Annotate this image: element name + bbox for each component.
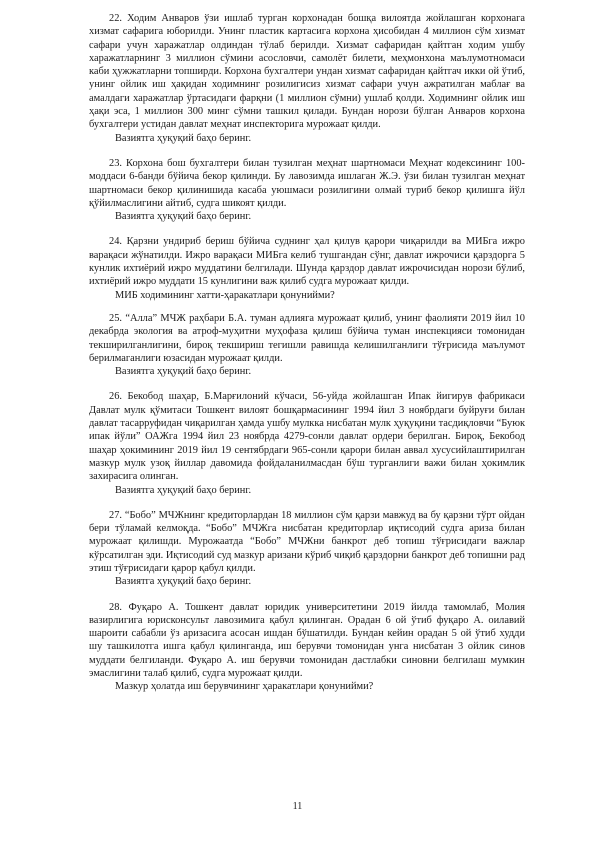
page-number: 11 bbox=[292, 801, 303, 812]
case-question: Вазиятга ҳуқуқий баҳо беринг. bbox=[115, 211, 252, 223]
case-text: 24. Қарзни ундириб бериш бўйича суднинг ҳал қилув қарори чиқарилди ва МИБга ижро варақаси жўнатилди. Ижро варақаси МИБга келиб тушгандан сўнг, давлат ижрочиси қарздорга 5 кунлик ихтиёрий ижро муддатини белгилади. Шунда қарздор давлат ижрочисидан норози бўлиб, ихтиёрий ижро муддати 15 кунлигини важ қилиб судга мурожаат қилди. bbox=[89, 236, 525, 288]
case-26 bbox=[89, 390, 525, 496]
case-text: 25. “Алла” МЧЖ раҳбари Б.А. туман адлияга мурожаат қилиб, унинг фаолияти 2019 йил 10 декабрда экология ва атроф-муҳитни муҳофаза қилиш бўйича туман инспекцияси томонидан текширилганлигини, бироқ текшириш тегишли равишда келишилганлиги тўғрисида маълумот берилмаганлиги юзасидан мурожаат қилди. bbox=[89, 312, 525, 364]
case-question: Вазиятга ҳуқуқий баҳо беринг. bbox=[115, 132, 252, 144]
case-28 bbox=[89, 601, 525, 694]
case-question: МИБ ходимининг хатти-ҳаракатлари қонунийми? bbox=[115, 289, 335, 301]
case-question: Вазиятга ҳуқуқий баҳо беринг. bbox=[115, 576, 252, 588]
case-text: 28. Фуқаро А. Тошкент давлат юридик университетини 2019 йилда тамомлаб, Молия вазирлигига юрисконсульт лавозимига қабул қилинган. Орадан 6 ой ўтиб фуқаро А. оилавий шароити сабабли ўз аризасига асосан ишдан бўшатилди. Бундан кейин орадан 5 ой ўтиб худди шу ташкилотга ишга қабул қилинганда, иш берувчи томонидан унга нисбатан 3 ойлик синов муддати белгиланди. Фуқаро А. иш берувчи томонидан дастлабки синовни белгилаш мумкин эмаслигини талаб қилиб, судга мурожаат қилди. bbox=[89, 601, 525, 680]
case-text: 26. Бекобод шаҳар, Б.Марғилоний кўчаси, 56-уйда жойлашган Ипак йигирув фабрикаси Давлат мулк қўмитаси Тошкент вилоят бошқармасининг 1994 йил 3 ноябрдаги буйруғи билан давлат тасарруфидан чиқарилган ҳамда ушбу мулкка нисбатан мулк ҳуқуқини тасдиқловчи “Буюк ипак йўли” ОАЖга 1994 йил 23 ноябрда 4279-сонли давлат ордери берилган. Бироқ, Бекобод шаҳар ҳокимининг 2019 йил 19 сентябрдаги 965-сонли қарори билан аввал хусусийлаштирилган мазкур мулк узоқ йиллар давомида фойдаланилмасдан бўш турганлиги важи билан ҳокимлик захирасига олинган. bbox=[89, 391, 525, 483]
case-text: 23. Корхона бош бухгалтери билан тузилган меҳнат шартномаси Меҳнат кодексининг 100-моддаси 6-банди бўйича бекор қилинди. Бу лавозимда ишлаган Ж.Э. ўзи билан тузилган меҳнат шартномаси бекор қилинишида касаба уюшмаси розилигини олмай туриб бекор қилишга йўл қўйилмаслигини айтиб, судга шикоят қилди. bbox=[89, 157, 525, 209]
case-24 bbox=[89, 235, 525, 301]
case-text: 22. Ходим Анваров ўзи ишлаб турган корхонадан бошқа вилоятда жойлашган корхонага хизмат сафарига юборилди. Унинг пластик картасига корхона ҳисобидан 4 миллион сўм хизмат сафари учун харажатлар олдиндан тўлаб берилди. Хизмат сафаридан қайтган ходим ушбу харажатларнинг 3 миллион сўмини асословчи, самолёт билети, меҳмонхона маълумотномаси каби ҳужжатларни топширди. Корхона бухгалтери ундан хизмат сафаридан қайтгач икки ой ўтиб, унинг ойлик иш ҳақидан ходимнинг розилигисиз хизмат сафари учун ажратилган маблағ ва амалдаги харажатлар ўртасидаги фарқни (1 миллион сўмни) ушлаб қолди. Ходимнинг ойлик иш ҳақи эса, 1 миллион 300 минг сўмни ташкил қилади. Бундан норози бўлган Анваров корхона бухгалтери устидан давлат меҳнат инспекторига мурожаат қилди. bbox=[89, 13, 525, 131]
case-23 bbox=[89, 157, 525, 223]
case-text: 27. “Бобо” МЧЖнинг кредиторлардан 18 миллион сўм қарзи мавжуд ва бу қарзни тўрт ойдан бери тўламай келмоқда. “Бобо” МЧЖга нисбатан кредиторлар иқтисодий судга ариза билан мурожаат қилишди. Мурожаатда “Бобо” МЧЖни банкрот деб топиш тўғрисидаги важлар кўрсатилган эди. Иқтисодий суд мазкур аризани кўриб чиқиб қарздорни банкрот деб топишни рад этиш тўғрисидаги қарор қабул қилди. bbox=[89, 509, 525, 574]
case-question: Вазиятга ҳуқуқий баҳо беринг. bbox=[115, 484, 252, 496]
case-27 bbox=[89, 509, 525, 589]
case-question: Мазкур ҳолатда иш берувчининг ҳаракатлари қонунийми? bbox=[115, 681, 374, 693]
case-question: Вазиятга ҳуқуқий баҳо беринг. bbox=[115, 366, 252, 378]
case-25 bbox=[89, 312, 525, 378]
case-22 bbox=[89, 12, 525, 145]
